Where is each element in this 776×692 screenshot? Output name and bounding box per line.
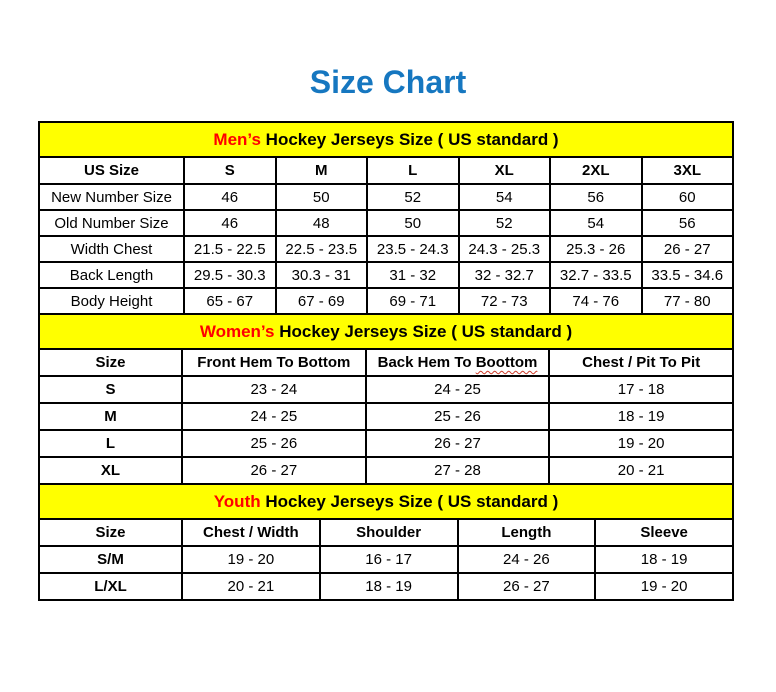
mens-value-cell: 65 - 67 <box>184 288 276 314</box>
mens-value-cell: 77 - 80 <box>642 288 734 314</box>
womens-row-label: M <box>39 403 182 430</box>
womens-value-cell: 26 - 27 <box>366 430 550 457</box>
youth-column-header-0: Size <box>39 519 182 546</box>
mens-value-cell: 56 <box>550 184 642 210</box>
mens-section-title-highlight: Men’s <box>213 129 261 149</box>
youth-table-row <box>39 573 733 600</box>
youth-value-cell: 26 - 27 <box>458 573 596 600</box>
mens-row-label: Body Height <box>39 288 184 314</box>
youth-section-title <box>39 484 733 519</box>
mens-column-header-4: XL <box>459 157 551 184</box>
womens-table-row <box>39 457 733 484</box>
mens-value-cell: 29.5 - 30.3 <box>184 262 276 288</box>
mens-value-cell: 31 - 32 <box>367 262 459 288</box>
mens-value-cell: 23.5 - 24.3 <box>367 236 459 262</box>
youth-column-header-row <box>39 519 733 546</box>
mens-value-cell: 30.3 - 31 <box>276 262 368 288</box>
womens-column-header-2-misspelled-word: Boottom <box>475 354 538 371</box>
mens-value-cell: 67 - 69 <box>276 288 368 314</box>
youth-value-cell: 24 - 26 <box>458 546 596 573</box>
mens-table-row <box>39 210 733 236</box>
mens-value-cell: 24.3 - 25.3 <box>459 236 551 262</box>
mens-value-cell: 22.5 - 23.5 <box>276 236 368 262</box>
youth-value-cell: 18 - 19 <box>595 546 733 573</box>
womens-column-header-3: Chest / Pit To Pit <box>549 349 733 376</box>
youth-value-cell: 19 - 20 <box>182 546 320 573</box>
mens-table-row <box>39 288 733 314</box>
youth-section-title-row <box>39 484 733 519</box>
womens-column-header-0: Size <box>39 349 182 376</box>
mens-value-cell: 54 <box>459 184 551 210</box>
mens-value-cell: 48 <box>276 210 368 236</box>
mens-size-table <box>38 121 734 315</box>
mens-value-cell: 69 - 71 <box>367 288 459 314</box>
mens-table-row <box>39 262 733 288</box>
womens-section-title-highlight: Women’s <box>199 321 275 341</box>
mens-column-header-5: 2XL <box>550 157 642 184</box>
youth-column-header-4: Sleeve <box>595 519 733 546</box>
mens-column-header-3: L <box>367 157 459 184</box>
mens-value-cell: 32.7 - 33.5 <box>550 262 642 288</box>
mens-value-cell: 46 <box>184 210 276 236</box>
youth-column-header-3: Length <box>458 519 596 546</box>
mens-value-cell: 21.5 - 22.5 <box>184 236 276 262</box>
womens-row-label: S <box>39 376 182 403</box>
mens-row-label: Width Chest <box>39 236 184 262</box>
mens-column-header-0: US Size <box>39 157 184 184</box>
mens-value-cell: 25.3 - 26 <box>550 236 642 262</box>
mens-column-header-2: M <box>276 157 368 184</box>
youth-section-title-highlight: Youth <box>213 491 261 511</box>
mens-value-cell: 33.5 - 34.6 <box>642 262 734 288</box>
womens-value-cell: 27 - 28 <box>366 457 550 484</box>
youth-table-row <box>39 546 733 573</box>
mens-section-title-row <box>39 122 733 157</box>
youth-row-label: L/XL <box>39 573 182 600</box>
womens-column-header-row <box>39 349 733 376</box>
mens-value-cell: 52 <box>459 210 551 236</box>
womens-table-row <box>39 376 733 403</box>
mens-value-cell: 74 - 76 <box>550 288 642 314</box>
womens-column-header-2 <box>366 349 550 376</box>
womens-column-header-1: Front Hem To Bottom <box>182 349 366 376</box>
youth-row-label: S/M <box>39 546 182 573</box>
womens-value-cell: 25 - 26 <box>366 403 550 430</box>
mens-value-cell: 50 <box>367 210 459 236</box>
mens-value-cell: 32 - 32.7 <box>459 262 551 288</box>
youth-value-cell: 20 - 21 <box>182 573 320 600</box>
youth-column-header-1: Chest / Width <box>182 519 320 546</box>
mens-value-cell: 52 <box>367 184 459 210</box>
size-tables-container <box>38 121 734 601</box>
womens-section-title <box>39 314 733 349</box>
womens-value-cell: 20 - 21 <box>549 457 733 484</box>
mens-row-label: Back Length <box>39 262 184 288</box>
youth-section-title-rest: Hockey Jerseys Size ( US standard ) <box>260 491 559 511</box>
youth-value-cell: 16 - 17 <box>320 546 458 573</box>
youth-column-header-2: Shoulder <box>320 519 458 546</box>
mens-value-cell: 54 <box>550 210 642 236</box>
youth-size-table <box>38 483 734 601</box>
womens-column-header-2-prefix: Back Hem To <box>377 354 476 371</box>
mens-row-label: New Number Size <box>39 184 184 210</box>
youth-value-cell: 19 - 20 <box>595 573 733 600</box>
womens-value-cell: 24 - 25 <box>366 376 550 403</box>
womens-section-title-row <box>39 314 733 349</box>
mens-row-label: Old Number Size <box>39 210 184 236</box>
womens-size-table <box>38 313 734 485</box>
mens-value-cell: 72 - 73 <box>459 288 551 314</box>
mens-table-row <box>39 236 733 262</box>
mens-section-title-rest: Hockey Jerseys Size ( US standard ) <box>260 129 559 149</box>
mens-value-cell: 60 <box>642 184 734 210</box>
mens-section-title <box>39 122 733 157</box>
womens-row-label: XL <box>39 457 182 484</box>
mens-value-cell: 50 <box>276 184 368 210</box>
womens-value-cell: 25 - 26 <box>182 430 366 457</box>
mens-column-header-6: 3XL <box>642 157 734 184</box>
womens-table-row <box>39 403 733 430</box>
mens-value-cell: 56 <box>642 210 734 236</box>
womens-value-cell: 26 - 27 <box>182 457 366 484</box>
womens-row-label: L <box>39 430 182 457</box>
womens-value-cell: 17 - 18 <box>549 376 733 403</box>
mens-value-cell: 46 <box>184 184 276 210</box>
mens-value-cell: 26 - 27 <box>642 236 734 262</box>
womens-value-cell: 23 - 24 <box>182 376 366 403</box>
youth-value-cell: 18 - 19 <box>320 573 458 600</box>
mens-table-row <box>39 184 733 210</box>
womens-value-cell: 18 - 19 <box>549 403 733 430</box>
womens-table-row <box>39 430 733 457</box>
womens-section-title-rest: Hockey Jerseys Size ( US standard ) <box>274 321 573 341</box>
womens-value-cell: 19 - 20 <box>549 430 733 457</box>
mens-column-header-row <box>39 157 733 184</box>
mens-column-header-1: S <box>184 157 276 184</box>
womens-value-cell: 24 - 25 <box>182 403 366 430</box>
page-title: Size Chart <box>309 64 467 100</box>
